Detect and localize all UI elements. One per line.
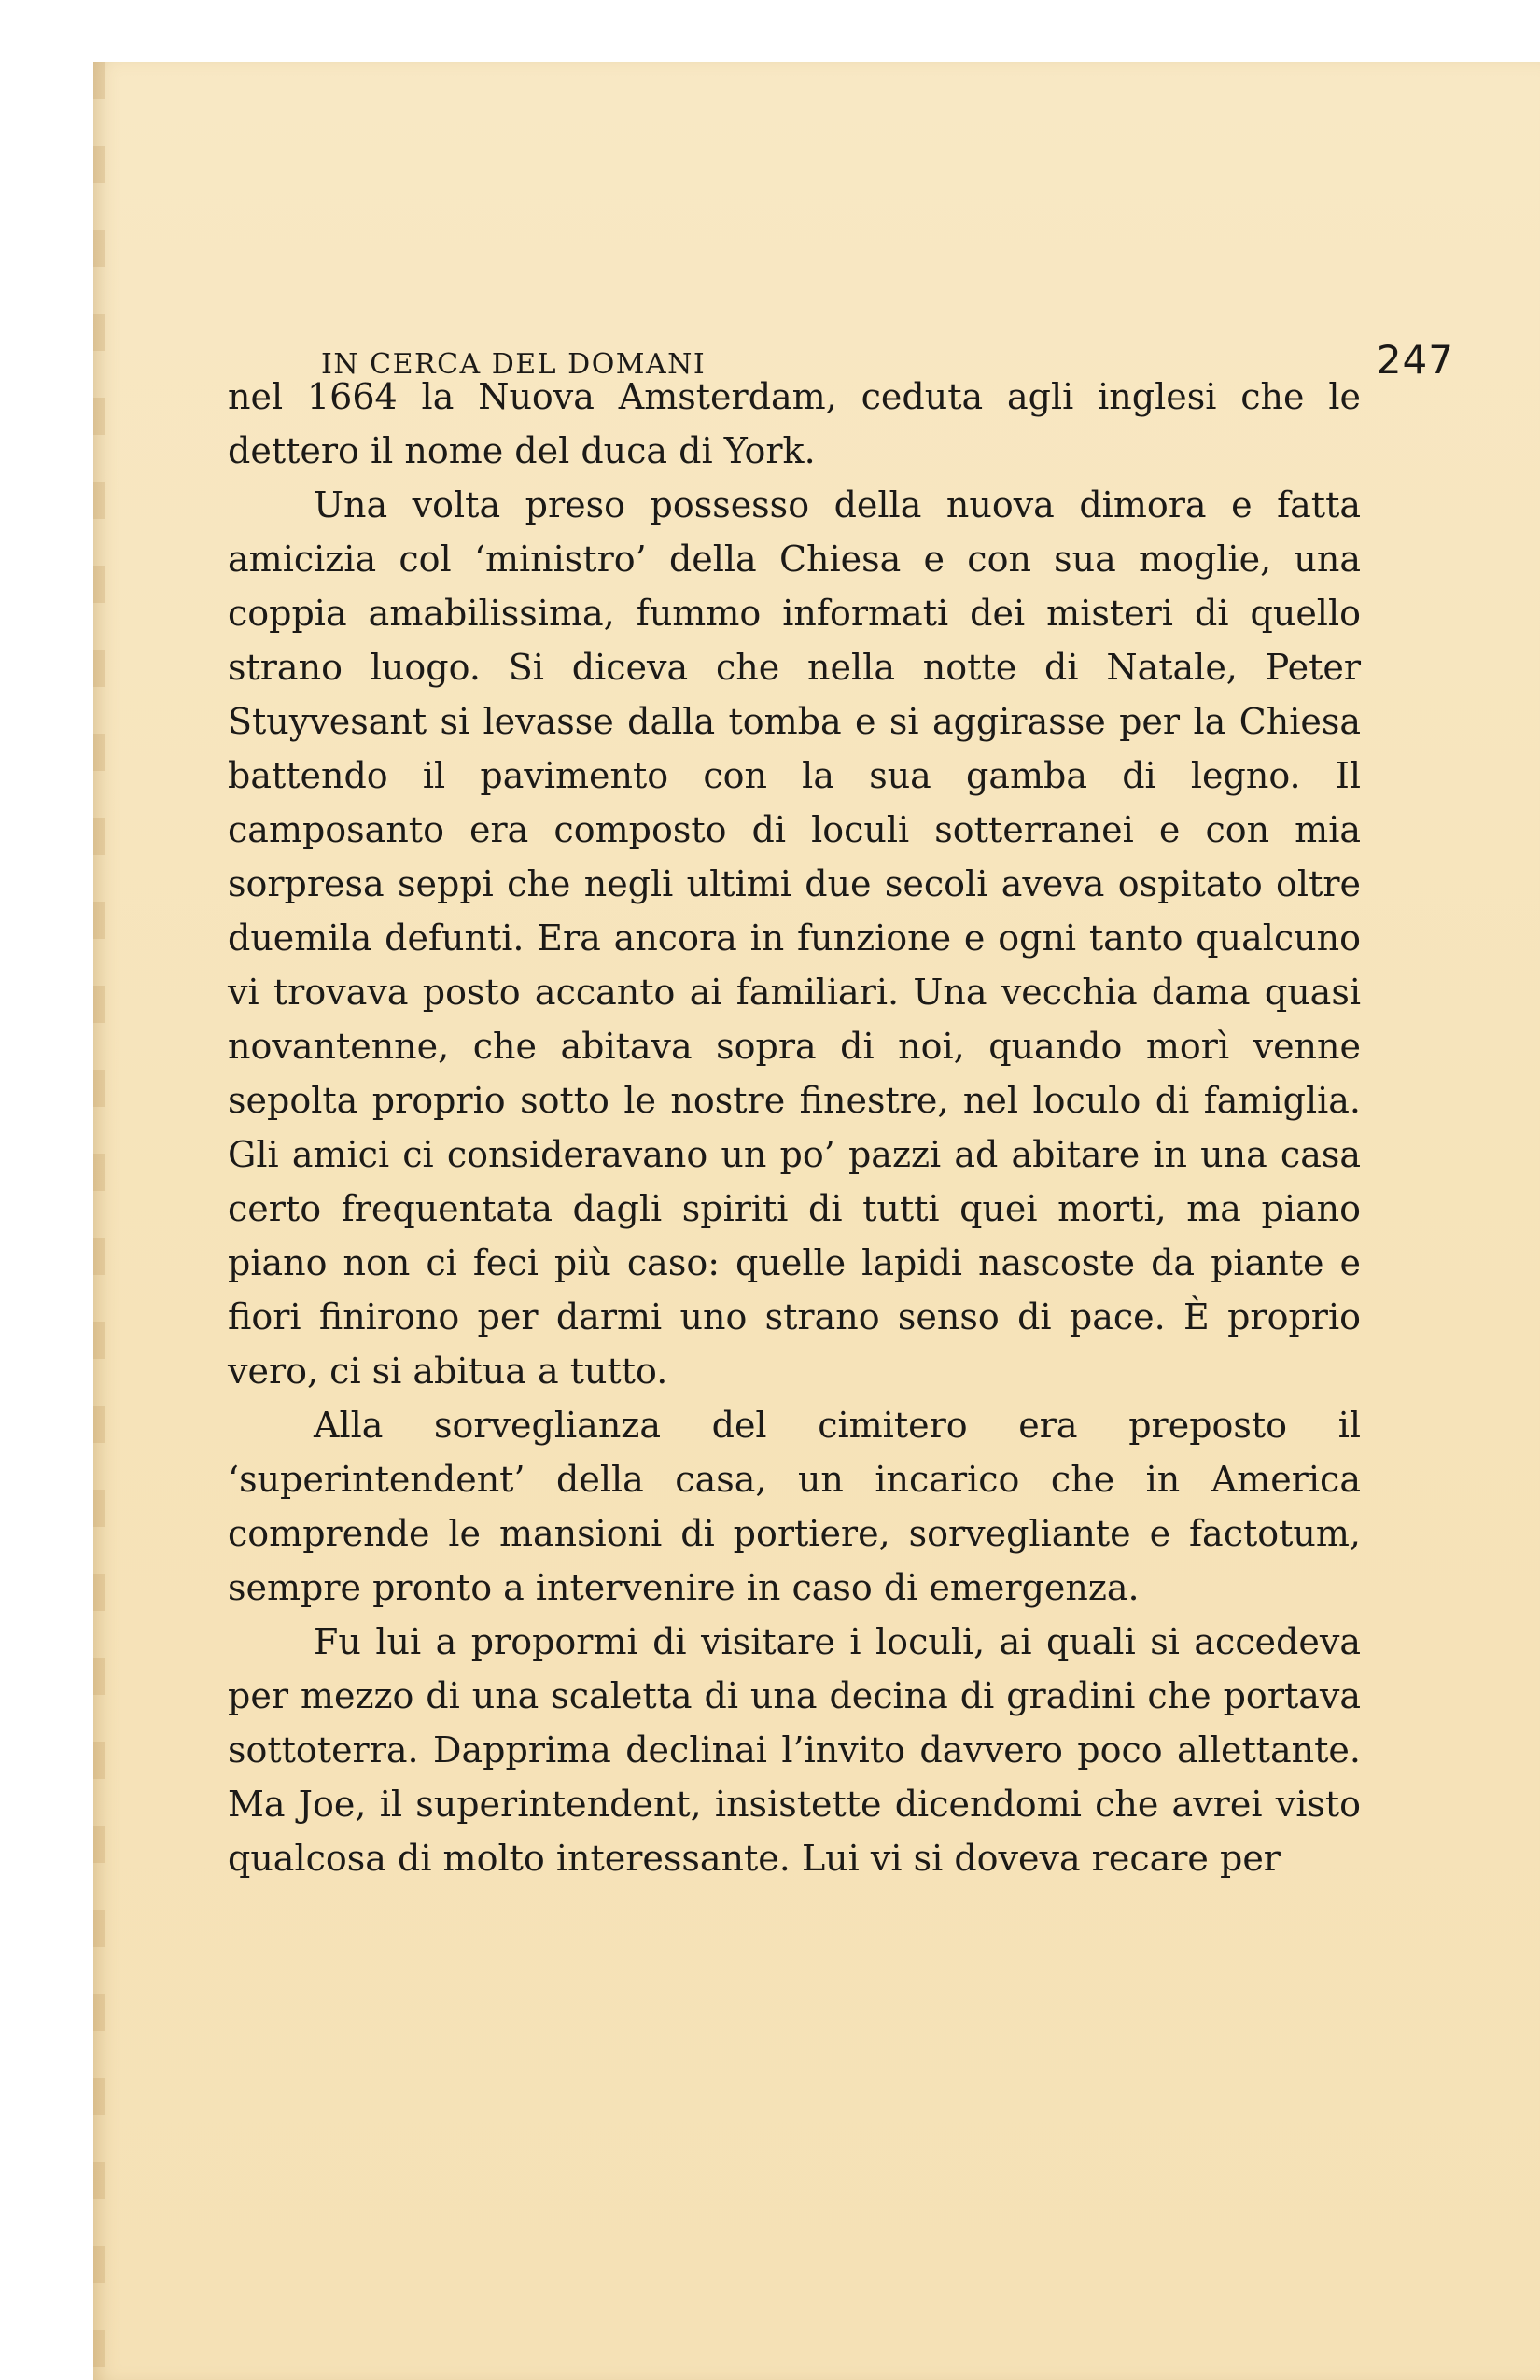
page-number: 247 (1376, 337, 1454, 383)
paragraph: Alla sorveglianza del cimitero era preposto il ‘superintendent’ della casa, un incarico che in America comprende le mansioni di portiere, sorvegliante e factotum, sempre pronto a intervenire in caso di emergenza. (228, 1405, 1361, 1608)
paragraph: nel 1664 la Nuova Amsterdam, ceduta agli inglesi che le dettero il nome del duca di York. (228, 376, 1361, 471)
body-text (228, 370, 1361, 1885)
running-head: IN CERCA DEL DOMANI (321, 348, 707, 381)
paragraph: Fu lui a propormi di visitare i loculi, ai quali si accedeva per mezzo di una scaletta di una decina di gradini che portava sottoterra. Dapprima declinai l’invito davvero poco allettante. Ma Joe, il superintendent, insistette dicendomi che avrei visto qualcosa di molto interessante. Lui vi si doveva recare per (228, 1621, 1361, 1879)
paragraph: Una volta preso possesso della nuova dimora e fatta amicizia col ‘ministro’ della Chiesa e con sua moglie, una coppia amabilissima, fummo informati dei misteri di quello strano luogo. Si diceva che nella notte di Natale, Peter Stuyvesant si levasse dalla tomba e si aggirasse per la Chiesa battendo il pavimento con la sua gamba di legno. Il camposanto era composto di loculi sotterranei e con mia sorpresa seppi che negli ultimi due secoli aveva ospitato oltre duemila defunti. Era ancora in funzione e ogni tanto qualcuno vi trovava posto accanto ai familiari. Una vecchia dama quasi novantenne, che abitava sopra di noi, quando morì venne sepolta proprio sotto le nostre finestre, nel loculo di famiglia. Gli amici ci consideravano un po’ pazzi ad abitare in una casa certo frequentata dagli spiriti di tutti quei morti, ma piano piano non ci feci più caso: quelle lapidi nascoste da piante e fiori finirono per darmi uno strano senso di pace. È proprio vero, ci si abitua a tutto. (228, 484, 1361, 1392)
